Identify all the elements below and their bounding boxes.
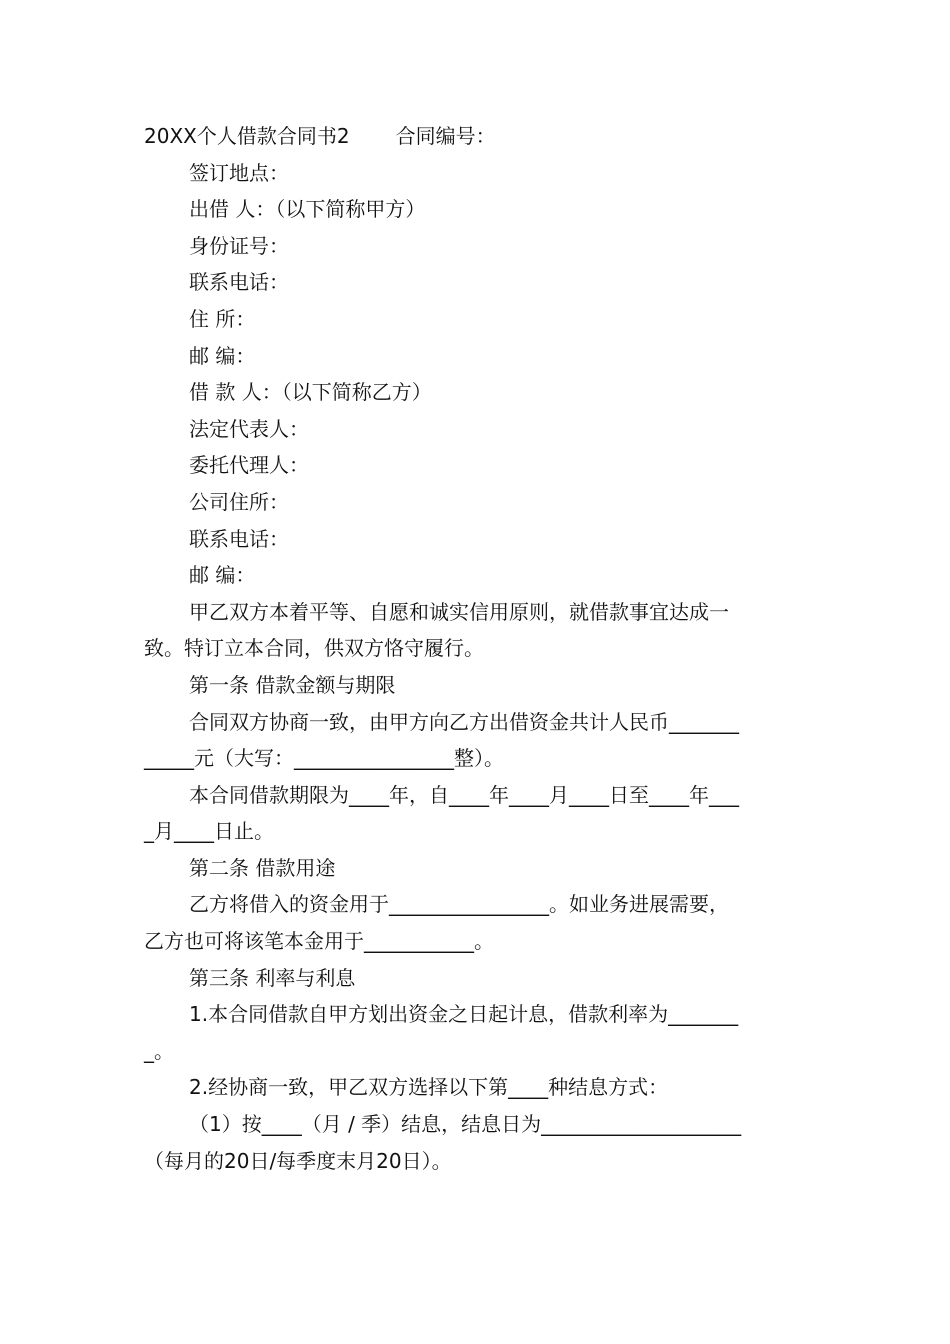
field-legal-representative: 法定代表人： (189, 416, 309, 441)
contract-number-label: 合同编号： (395, 124, 496, 148)
preamble-line-2: 致。特订立本合同，供双方恪守履行。 (144, 636, 484, 661)
article1-term-line-1: 本合同借款期限为____年，自____年____月____日至____年___ (189, 782, 739, 807)
field-authorized-agent: 委托代理人： (189, 453, 309, 478)
article2-line-2: 乙方也可将该笔本金用于___________。 (144, 929, 494, 954)
article2-heading: 第二条 借款用途 (189, 855, 336, 880)
title-line (144, 118, 808, 155)
field-lender-phone: 联系电话： (189, 270, 289, 295)
article3-option1-line-1: （1）按____（月 / 季）结息，结息日为____________________ (189, 1112, 742, 1137)
field-borrower: 借 款 人：（以下简称乙方） (189, 380, 432, 405)
contract-page (144, 118, 808, 1179)
article1-term-line-2: _月____日止。 (144, 819, 274, 844)
contract-title: 20XX个人借款合同书2 (144, 124, 350, 148)
field-borrower-phone: 联系电话： (189, 526, 289, 551)
article3-item2: 2.经协商一致，甲乙双方选择以下第____种结息方式： (189, 1075, 669, 1100)
article2-line-1: 乙方将借入的资金用于________________。如业务进展需要， (189, 892, 729, 917)
field-signing-place: 签订地点： (189, 160, 289, 185)
article3-heading: 第三条 利率与利息 (189, 965, 356, 990)
preamble-line-1: 甲乙双方本着平等、自愿和诚实信用原则，就借款事宜达成一 (189, 599, 729, 624)
article3-option1-line-2: （每月的20日/每季度末月20日）。 (144, 1148, 452, 1173)
article3-item1-line-2: _。 (144, 1038, 174, 1063)
field-lender: 出借 人：（以下简称甲方） (189, 197, 426, 222)
article3-item1-line-1: 1.本合同借款自甲方划出资金之日起计息，借款利率为_______ (189, 1002, 739, 1027)
field-residence: 住 所： (189, 306, 256, 331)
field-id-number: 身份证号： (189, 233, 289, 258)
field-borrower-postcode: 邮 编： (189, 563, 256, 588)
article1-amount-line-1: 合同双方协商一致，由甲方向乙方出借资金共计人民币_______ (189, 709, 739, 734)
article1-amount-line-2: _____元（大写：________________整）。 (144, 746, 504, 771)
article1-heading: 第一条 借款金额与期限 (189, 672, 396, 697)
field-company-address: 公司住所： (189, 489, 289, 514)
field-lender-postcode: 邮 编： (189, 343, 256, 368)
